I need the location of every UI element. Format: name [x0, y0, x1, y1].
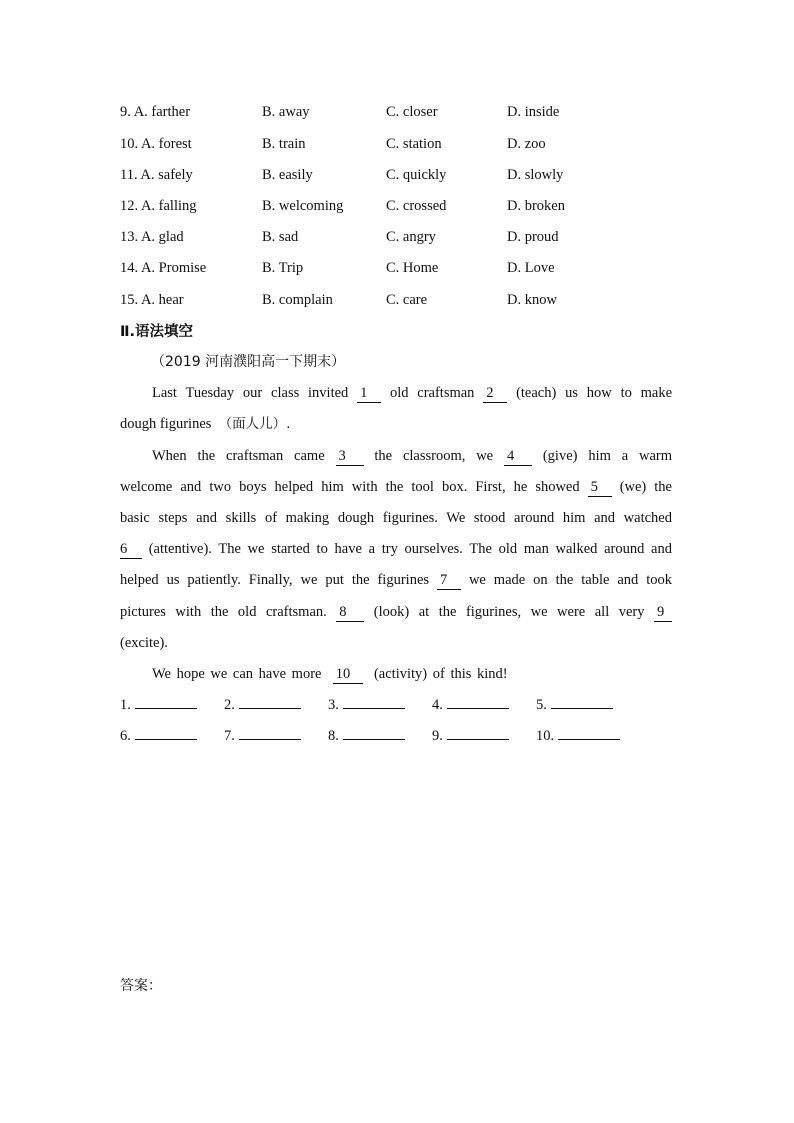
mc-option-num: 12. A. falling	[120, 198, 197, 214]
answer-slot[interactable]: 1.	[120, 694, 197, 716]
mc-option-d: D. inside	[507, 104, 560, 120]
mc-option-d: D. slowly	[507, 167, 564, 183]
mc-option-num: 13. A. glad	[120, 229, 184, 245]
passage-line-6: 6 (attentive). The we started to have a try ourselves. The old man walked around and	[120, 541, 672, 557]
answer-slot[interactable]: 9.	[432, 725, 509, 747]
answers-label: 答案：	[120, 978, 162, 994]
answer-slot[interactable]: 10.	[536, 725, 620, 747]
blank-2: 2	[483, 385, 507, 403]
mc-option-c: C. angry	[386, 229, 436, 245]
blank-10: 10	[333, 666, 363, 684]
mc-option-d: D. zoo	[507, 136, 546, 152]
answer-slot[interactable]: 4.	[432, 694, 509, 716]
mc-option-num: 9. A. farther	[120, 104, 191, 120]
passage-line-1: Last Tuesday our class invited 1 old craftsman 2 (teach) us how to make	[152, 385, 673, 401]
mc-option-b: B. Trip	[262, 260, 304, 276]
passage-line-10: We hope we can have more 10 (activity) of this kind!	[152, 666, 508, 682]
mc-option-b: B. welcoming	[262, 198, 344, 214]
passage-line-5: basic steps and skills of making dough figurines. We stood around him and watched	[120, 510, 672, 526]
blank-8: 8	[336, 604, 364, 622]
mc-option-c: C. crossed	[386, 198, 447, 214]
blank-6: 6	[120, 541, 142, 559]
answer-slot[interactable]: 3.	[328, 694, 405, 716]
passage-line-9: (excite).	[120, 635, 168, 651]
answer-slot[interactable]: 8.	[328, 725, 405, 747]
blank-5: 5	[588, 479, 612, 497]
mc-option-d: D. proud	[507, 229, 559, 245]
answer-slot[interactable]: 5.	[536, 694, 613, 716]
passage-line-2: dough figurines （面人儿）.	[120, 416, 291, 432]
section-source: （2019 河南濮阳高一下期末）	[151, 354, 346, 370]
mc-option-num: 11. A. safely	[120, 167, 193, 183]
blank-7: 7	[437, 572, 461, 590]
mc-option-d: D. know	[507, 292, 557, 308]
blank-4: 4	[504, 448, 532, 466]
mc-option-d: D. Love	[507, 260, 555, 276]
passage-line-7: helped us patiently. Finally, we put the figurines 7 we made on the table and took	[120, 572, 673, 588]
mc-option-b: B. sad	[262, 229, 299, 245]
mc-option-b: B. away	[262, 104, 310, 120]
mc-option-b: B. easily	[262, 167, 313, 183]
mc-option-c: C. station	[386, 136, 442, 152]
answer-slot[interactable]: 7.	[224, 725, 301, 747]
mc-option-b: B. train	[262, 136, 306, 152]
passage-line-8: pictures with the old craftsman. 8 (look) at the figurines, we were all very 9	[120, 601, 672, 623]
passage-line-4: welcome and two boys helped him with the tool box. First, he showed 5 (we) the	[120, 479, 672, 495]
passage-line-3: When the craftsman came 3 the classroom, we 4 (give) him a warm	[152, 448, 673, 464]
answer-slot[interactable]: 2.	[224, 694, 301, 716]
answer-slot[interactable]: 6.	[120, 725, 197, 747]
blank-9: 9	[654, 604, 672, 622]
mc-option-num: 14. A. Promise	[120, 260, 207, 276]
blank-3: 3	[336, 448, 364, 466]
mc-option-b: B. complain	[262, 292, 333, 308]
mc-option-c: C. closer	[386, 104, 438, 120]
blank-1: 1	[357, 385, 381, 403]
mc-option-c: C. care	[386, 292, 428, 308]
section-heading: Ⅱ.语法填空	[120, 324, 194, 340]
mc-option-c: C. Home	[386, 260, 439, 276]
mc-option-d: D. broken	[507, 198, 565, 214]
mc-option-num: 15. A. hear	[120, 292, 184, 308]
mc-option-num: 10. A. forest	[120, 136, 192, 152]
mc-option-c: C. quickly	[386, 167, 447, 183]
